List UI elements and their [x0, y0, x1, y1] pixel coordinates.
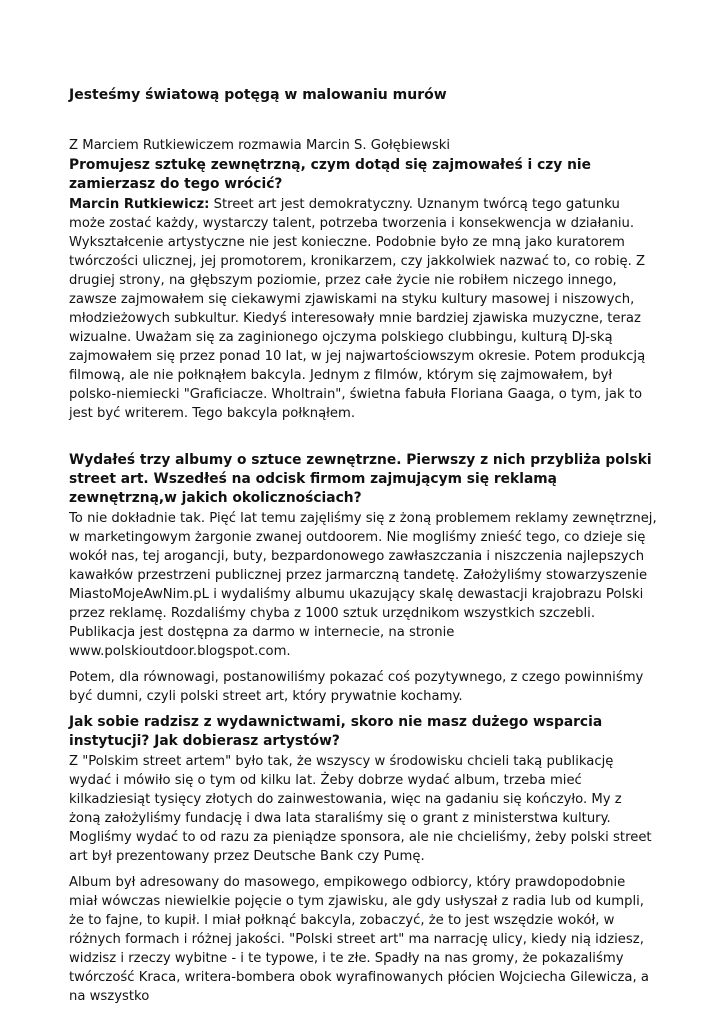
question-3: Jak sobie radzisz z wydawnictwami, skoro nie masz dużego wsparcia instytucji? Jak dobierasz artystów? — [69, 714, 603, 749]
answer-2-paragraph-2: Potem, dla równowagi, postanowiliśmy pokazać coś pozytywnego, z czego powinniśmy być dumni, czyli polski street art, który prywatnie kochamy. — [69, 670, 644, 704]
answer-1 — [69, 195, 657, 423]
article-title: Jesteśmy światową potęgą w malowaniu murów — [69, 87, 447, 103]
answer-3-paragraph-1: Z "Polskim street artem" było tak, że wszyscy w środowisku chcieli taką publikację wydać i mówiło się o tym od kilku lat. Żeby dobrze wydać album, trzeba mieć kilkadziesiąt tysięcy złotych do zainwestowania, więc na gadaniu się kończyło. My z żoną założyliśmy fundację i dwa lata staraliśmy się o grant z ministerstwa kultury. Mogliśmy wydać to od razu za pieniądze sponsora, ale nie chcieliśmy, żeby polski street art był prezentowany przez Deutsche Bank czy Pumę. — [69, 754, 652, 864]
answer-1-text: Street art jest demokratyczny. Uznanym twórcą tego gatunku może zostać każdy, wystarczy talent, potrzeba tworzenia i konsekwencja w działaniu. Wykształcenie artystyczne nie jest konieczne. Podobnie było ze mną jako kuratorem twórczości ulicznej, jej promotorem, kronikarzem, czy jakkolwiek nazwać to, co robię. Z drugiej strony, na głębszym poziomie, przez całe życie nie robiłem niczego innego, zawsze zajmowałem się ciekawymi zjawiskami na styku kultury masowej i niszowych, młodzieżowych subkultur. Kiedyś interesowały mnie bardziej zjawiska muzyczne, teraz wizualne. Uważam się za zaginionego ojczyma polskiego clubbingu, kulturą DJ-ską zajmowałem się przez ponad 10 lat, w jej najwartościowszym okresie. Potem produkcją filmową, ale nie połknąłem bakcyla. Jednym z filmów, którym się zajmowałem, był polsko-niemiecki "Graficiacze. Wholtrain", świetna fabuła Floriana Gaaga, o tym, jak to jest być writerem. Tego bakcyla połknąłem. — [69, 197, 646, 421]
question-2: Wydałeś trzy albumy o sztuce zewnętrzne. Pierwszy z nich przybliża polski street art. Wszedłeś na odcisk firmom zajmującym się reklamą zewnętrzną,w jakich okolicznościach? — [69, 452, 652, 506]
speaker-name: Marcin Rutkiewicz: — [69, 197, 210, 212]
question-1: Promujesz sztukę zewnętrzną, czym dotąd się zajmowałeś i czy nie zamierzasz do tego wrócić? — [69, 157, 591, 192]
section-gap — [69, 430, 657, 451]
article-body — [69, 156, 657, 1013]
answer-3-paragraph-2: Album był adresowany do masowego, empikowego odbiorcy, który prawdopodobnie miał wówczas niewielkie pojęcie o tym zjawisku, ale gdy usłyszał z radia lub od kumpli, że to fajne, to kupił. I miał połknąć bakcyla, zobaczyć, że to jest wszędzie wokół, w różnych formach i różnej jakości. "Polski street art" ma narrację ulicy, kiedy nią idziesz, widzisz i rzeczy wybitne - i te typowe, i te złe. Spadły na nas gromy, że pokazaliśmy twórczość Kraca, writera-bombera obok wyrafinowanych płócien Wojciecha Gilewicza, a na wszystko — [69, 875, 649, 1004]
answer-2-paragraph-1: To nie dokładnie tak. Pięć lat temu zajęliśmy się z żoną problemem reklamy zewnętrznej, w marketingowym żargonie zwanej outdoorem. Nie mogliśmy znieść tego, co dzieje się wokół nas, tej arogancji, buty, bezpardonowego zawłaszczania i niszczenia najlepszych kawałków przestrzeni publicznej przez jarmarczną tandetę. Założyliśmy stowarzyszenie MiastoMojeAwNim.pL i wydaliśmy albumu ukazujący skalę dewastacji krajobrazu Polski przez reklamę. Rozdaliśmy chyba z 1000 sztuk urzędnikom wszystkich szczebli. Publikacja jest dostępna za darmo w internecie, na stronie www.polskioutdoor.blogspot.com. — [69, 511, 657, 659]
article-byline: Z Marciem Rutkiewiczem rozmawia Marcin S. Gołębiewski — [69, 138, 451, 153]
